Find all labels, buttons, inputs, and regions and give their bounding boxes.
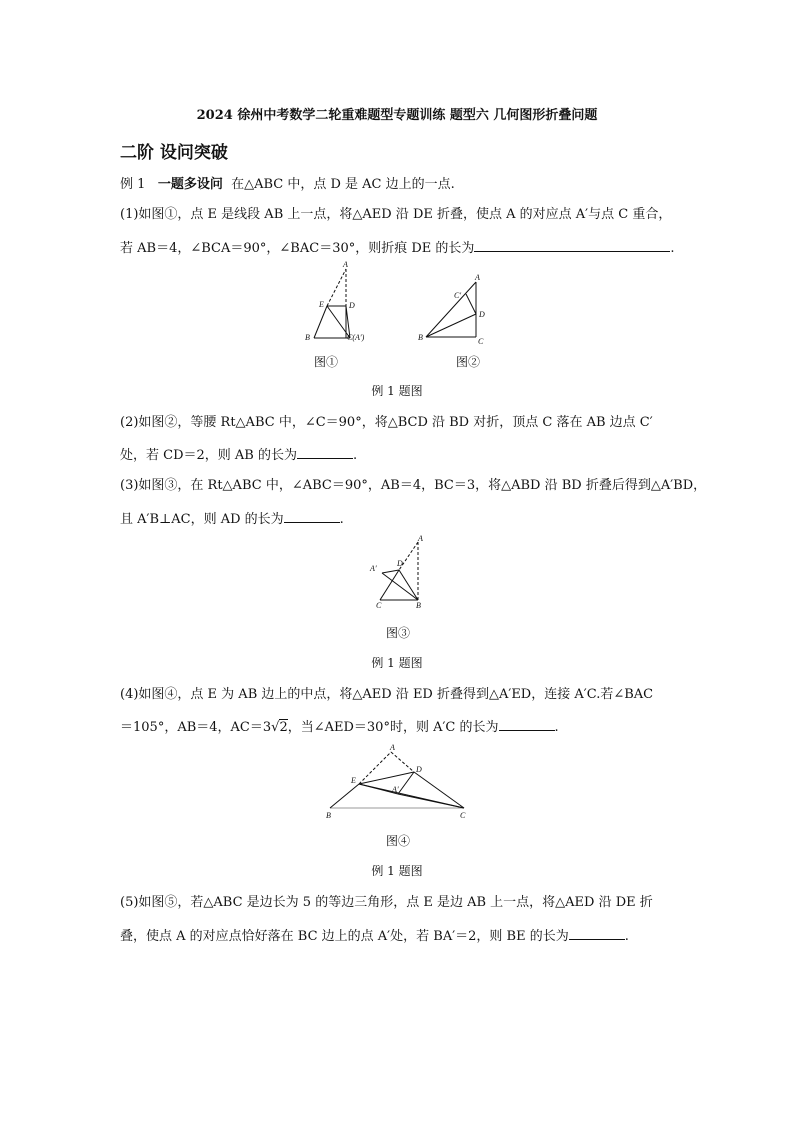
q4-line2-text-a: ＝105°，AB＝4，AC＝3 <box>120 720 272 735</box>
q2-end: . <box>352 448 358 463</box>
fig4-label-b: B <box>326 811 331 820</box>
fig1-caption: 图① <box>313 355 338 369</box>
q5-line1: (5)如图⑤，若△ABC 是边长为 5 的等边三角形，点 E 是边 AB 上一点，将△AED 沿 DE 折 <box>120 895 653 910</box>
q1-line2 <box>120 238 675 258</box>
q4-line2 <box>120 717 559 737</box>
group1-caption: 例 1 题图 <box>371 384 423 398</box>
fig4-label-a-prime: A′ <box>392 785 399 794</box>
q3-end: . <box>339 512 344 527</box>
q1-answer-blank[interactable] <box>474 238 670 252</box>
q3-answer-blank[interactable] <box>284 509 340 523</box>
example-bold: 一题多设问 <box>157 177 223 192</box>
fig2-label-c: C <box>478 337 484 346</box>
fig4-label-c: C <box>460 811 466 820</box>
figure-4 <box>320 742 480 824</box>
q5-line2 <box>120 926 629 946</box>
q5-end: . <box>624 929 629 944</box>
q2-line2-text: 处，若 CD＝2，则 AB 的长为 <box>120 448 297 463</box>
fig2-label-b: B <box>418 333 423 342</box>
q5-line2-text: 叠，使点 A 的对应点恰好落在 BC 边上的点 A′处，若 BA′＝2，则 BE 的长为 <box>120 929 569 944</box>
fig3-caption: 图③ <box>385 626 410 640</box>
q4-line2-text-b: ，当∠AED＝30°时，则 A′C 的长为 <box>287 720 499 735</box>
fig2-label-d: D <box>479 310 485 319</box>
q2-answer-blank[interactable] <box>297 445 353 459</box>
fig3-label-c: C <box>376 601 382 610</box>
example-header <box>120 176 455 194</box>
fig1-label-d: D <box>349 301 355 310</box>
fig3-label-b: B <box>416 601 421 610</box>
sqrt-symbol: √ <box>271 720 280 735</box>
q4-line1: (4)如图④，点 E 为 AB 边上的中点，将△AED 沿 ED 折叠得到△A′ED，连接 A′C.若∠BAC <box>120 687 654 702</box>
q3-line2-text: 且 A′B⊥AC，则 AD 的长为 <box>120 512 284 527</box>
q3-line2 <box>120 509 344 529</box>
q3-line1: (3)如图③，在 Rt△ABC 中，∠ABC＝90°，AB＝4，BC＝3，将△ABD 沿 BD 折叠后得到△A′BD， <box>120 478 707 493</box>
example-label: 例 1 <box>120 177 146 192</box>
q4-answer-blank[interactable] <box>499 717 555 731</box>
fig4-label-a: A <box>390 743 395 752</box>
fig2-label-c-prime: C′ <box>454 291 462 300</box>
fig2-label-a: A <box>475 273 480 282</box>
fig3-label-a-prime: A′ <box>370 564 377 573</box>
q5-answer-blank[interactable] <box>569 926 625 940</box>
q1-end: . <box>670 241 675 256</box>
q4-sqrt-value: 2 <box>279 720 288 735</box>
group3-caption: 例 1 题图 <box>371 864 423 878</box>
fig1-label-a: A <box>343 260 348 269</box>
q1-line2-text: 若 AB＝4，∠BCA＝90°，∠BAC＝30°，则折痕 DE 的长为 <box>120 241 475 256</box>
figure-3 <box>366 534 436 614</box>
fig4-label-d: D <box>416 765 422 774</box>
example-text: 在△ABC 中，点 D 是 AC 边上的一点. <box>231 177 455 192</box>
q4-end: . <box>554 720 559 735</box>
section-heading: 二阶 设问突破 <box>120 143 228 163</box>
fig1-label-b: B <box>305 333 310 342</box>
fig3-label-d: D <box>397 559 403 568</box>
figure-1 <box>300 262 380 347</box>
fig2-caption: 图② <box>455 355 480 369</box>
q1-line1: (1)如图①，点 E 是线段 AB 上一点，将△AED 沿 DE 折叠，使点 A 的对应点 A′与点 C 重合， <box>120 207 672 222</box>
fig1-label-c: C(A′) <box>347 333 365 342</box>
fig4-label-e: E <box>351 776 356 785</box>
q2-line1: (2)如图②，等腰 Rt△ABC 中，∠C＝90°，将△BCD 沿 BD 对折，顶点 C 落在 AB 边点 C′ <box>120 415 653 430</box>
document-title: 2024 徐州中考数学二轮重难题型专题训练 题型六 几何图形折叠问题 <box>196 108 598 123</box>
fig3-label-a: A <box>418 534 423 543</box>
q2-line2 <box>120 445 357 465</box>
group2-caption: 例 1 题图 <box>371 656 423 670</box>
fig4-caption: 图④ <box>385 834 410 848</box>
fig1-label-e: E <box>319 300 324 309</box>
figure-2 <box>414 272 494 347</box>
